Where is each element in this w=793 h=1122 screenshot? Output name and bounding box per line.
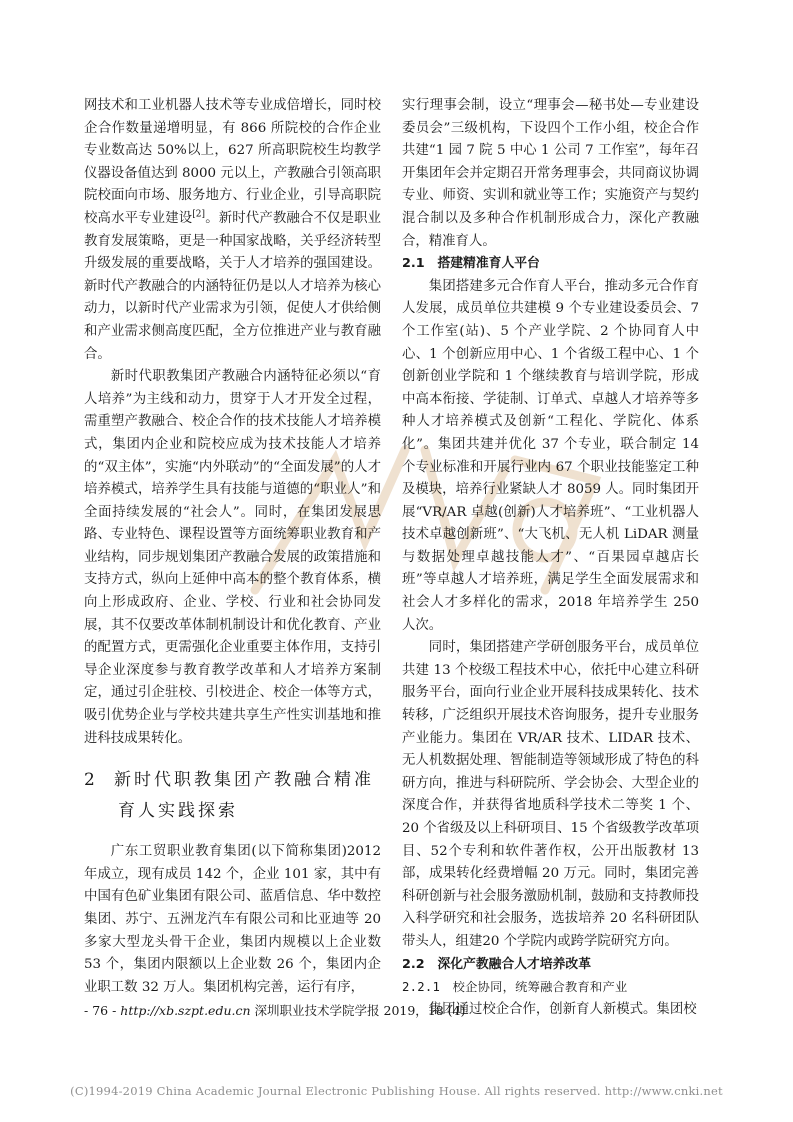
right-paragraph-3: 同时，集团搭建产学研创服务平台，成员单位共建 13 个校级工程技术中心，依托中心建立科研服务平台，面向行业企业开展科技成果转化、技术转移，广泛组织开展技术咨询服务，提升专业服务产业能力。集团在 VR/AR 技术、LIDAR 技术、无人机数据处理、智能制造等领域形成了特色的科研方向，推进与科研院所、学会协会、大型企业的深度合作，并获得省地质科学技术二等奖 1 个、20 个省级及以上科研项目、15 个省级教学改革项目、52个专利和软件著作权，公开出版教材 13 部，成果转化经费增幅 20 万元。同时，集团完善科研创新与社会服务激励机制，鼓励和支持教师投入科学研究和社会服务，选拔培养 20 名科研团队带头人，组建20 个学院内或跨学院研究方向。	[402, 640, 700, 949]
subsection-2-2-heading: 2.2 深化产教融合人才培养改革	[402, 956, 592, 972]
copyright-notice: (C)1994-2019 China Academic Journal Electronic Publishing House. All rights reserved. http://www.cnki.net	[70, 1084, 723, 1098]
right-paragraph-4: 集团通过校企合作，创新育人新模式。集团校	[428, 1001, 697, 1017]
subsection-2-2-1-heading: 2.2.1 校企协同，统筹融合教育和产业	[402, 980, 628, 995]
left-paragraph-3: 广东工贸职业教育集团(以下简称集团)2012年成立，现有成员 142 个，企业 101 家，其中有中国有色矿业集团有限公司、蓝盾信息、华中数控集团、苏宁、五洲龙汽车有限公司和比亚迪等 20 多家大型龙头骨干企业，集团内规模以上企业数 53 个，集团内限额以上企业数 26 个，集团内企业职工数 32 万人。集团机构完善，运行有序，	[84, 844, 381, 995]
right-paragraph-2: 集团搭建多元合作育人平台，推动多元合作育人发展，成员单位共建模 9 个专业建设委员会、7个工作室(站)、5 个产业学院、2 个协同育人中心、1 个创新应用中心、1 个省级工程中心、1 个创新创业学院和 1 个继续教育与培训学院，形成中高本衔接、学徒制、订单式、卓越人才培养等多种人才培养模式及创新“工程化、学院化、体系化”。集团共建并优化 37 个专业，联合制定 14 个专业标准和开展行业内 67 个职业技能鉴定工种及模块，培养行业紧缺人才 8059 人。同时集团开展“VR/AR 卓越(创新)人才培养班”、“工业机器人技术卓越创新班”、“大飞机、无人机 LiDAR 测量与数据处理卓越技能人才”、“百果园卓越店长班”等卓越人才培养班，满足学生全面发展需求和社会人才多样化的需求，2018 年培养学生 250 人次。	[402, 278, 700, 633]
left-paragraph-2: 新时代职教集团产教融合内涵特征必须以“育人培养”为主线和动力，贯穿于人才开发全过程，需重塑产教融合、校企合作的技术技能人才培养模式，集团内企业和院校应成为技术技能人才培养的“双主体”，实施“内外联动”的“全面发展”的人才培养模式，培养学生具有技能与道德的“职业人”和全面持续发展的“社会人”。同时，在集团发展思路、专业特色、课程设置等方面统筹职业教育和产业结构，同步规划集团产教融合发展的政策措施和支持方式，纵向上延伸中高本的整个教育体系，横向上形成政府、企业、学校、行业和社会协同发展，其不仅要改革体制机制设计和优化教育、产业的配置方式，更需强化企业重要主体作用，支持引导企业深度参与教育教学改革和人才培养方案制定，通过引企驻校、引校进企、校企一体等方式，吸引优势企业与学校共建共享生产性实训基地和推进科技成果转化。	[84, 369, 381, 746]
journal-url-link[interactable]: http://xb.szpt.edu.cn	[120, 1003, 251, 1018]
left-column	[84, 95, 381, 999]
right-column	[402, 95, 699, 1021]
journal-citation: 深圳职业技术学院学报 2019，18 (4)	[254, 1003, 466, 1018]
page-footer	[84, 1001, 465, 1019]
left-paragraph-1	[84, 95, 381, 366]
page-number: - 76 -	[84, 1003, 117, 1018]
section-number: 2	[84, 770, 98, 791]
right-paragraph-1: 实行理事会制，设立“理事会—秘书处—专业建设委员会”三级机构，下设四个工作小组，校企合作共建“1 园 7 院 5 中心 1 公司 7 工作室”，每年召开集团年会并定期召开常务理事会，共同商议协调专业、师资、实训和就业等工作；实施资产与契约混合制以及多种合作机制形成合力，深化产教融合，精准育人。	[402, 98, 699, 249]
section-2-heading	[84, 765, 381, 827]
citation-ref[interactable]: [2]	[192, 209, 206, 220]
section-title-line2: 育人实践探索	[118, 801, 238, 822]
left-p1-text: 网技术和工业机器人技术等专业成倍增长，同时校企合作数量递增明显，有 866 所院校的合作企业专业数高达 50%以上，627 所高职院校生均教学仪器设备值达到 8000 元以上，产教融合引领高职院校面向市场、服务地方、行业企业，引导高职院校高水平专业建设	[84, 98, 382, 226]
section-title-line1: 新时代职教集团产教融合精准	[114, 770, 374, 791]
left-p1-tail: 。新时代产教融合不仅是职业教育发展策略，更是一种国家战略，关乎经济转型升级发展的重要战略，关于人才培养的强国建设。新时代产教融合的内涵特征仍是以人才培养为核心动力，以新时代产业需求为引领，促使人才供给侧和产业需求侧高度匹配，全方位推进产业与教育融合。	[84, 210, 382, 362]
subsection-2-1-heading: 2.1 搭建精准育人平台	[402, 256, 540, 272]
